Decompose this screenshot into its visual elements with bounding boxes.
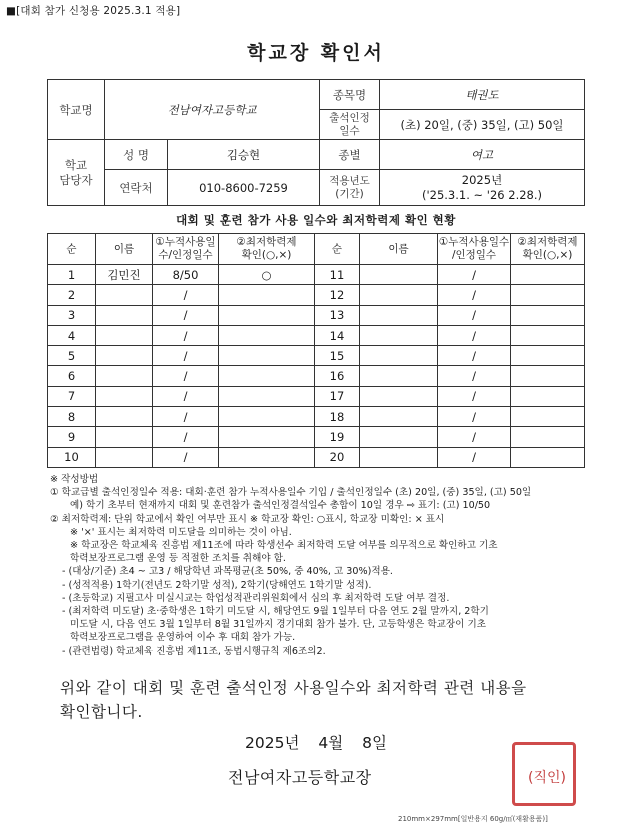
col-header: ②최저학력제 확인(○,×) xyxy=(219,234,315,265)
table-row xyxy=(48,265,585,285)
table-cell xyxy=(96,285,153,305)
days-value: (초) 20일, (중) 35일, (고) 50일 xyxy=(380,110,585,140)
table-cell: / xyxy=(153,386,219,406)
table-row xyxy=(48,447,585,467)
table-cell xyxy=(511,427,585,447)
table-cell: 1 xyxy=(48,265,96,285)
table-cell xyxy=(219,427,315,447)
table-cell: / xyxy=(438,427,511,447)
table-cell: 2 xyxy=(48,285,96,305)
table-row xyxy=(48,427,585,447)
table-cell: 3 xyxy=(48,305,96,325)
col-header: 이름 xyxy=(360,234,438,265)
table-cell xyxy=(219,285,315,305)
table-cell xyxy=(511,346,585,366)
table-cell xyxy=(96,305,153,325)
date-day: 8일 xyxy=(362,734,387,752)
table-title: 대회 및 훈련 참가 사용 일수와 최저학력제 확인 현황 xyxy=(176,213,456,227)
table-row xyxy=(48,305,585,325)
table-cell: / xyxy=(438,386,511,406)
table-cell xyxy=(219,407,315,427)
instruction-line: ※ '×' 표시는 최저학력 미도달을 의미하는 것이 아님. xyxy=(70,526,292,538)
table-cell: / xyxy=(438,346,511,366)
table-cell xyxy=(360,325,438,345)
table-cell: / xyxy=(438,366,511,386)
instruction-line: ※ 학교장은 학교체육 진흥법 제11조에 따라 학생선수 최저학력 도달 여부를 의무적으로 확인하고 기초 xyxy=(70,540,498,552)
table-cell: / xyxy=(153,346,219,366)
table-row xyxy=(48,407,585,427)
table-cell: 7 xyxy=(48,386,96,406)
table-cell xyxy=(219,305,315,325)
table-header-row xyxy=(48,234,585,265)
table-cell: 김민진 xyxy=(96,265,153,285)
seal-label: (직인) xyxy=(528,770,566,786)
table-cell xyxy=(360,346,438,366)
table-cell: 4 xyxy=(48,325,96,345)
table-cell: / xyxy=(438,447,511,467)
table-cell xyxy=(96,427,153,447)
confirmation-line-1: 위와 같이 대회 및 훈련 출석인정 사용일수와 최저학력 관련 내용을 xyxy=(60,679,527,697)
table-row xyxy=(48,285,585,305)
instruction-line: ※ 작성방법 xyxy=(50,474,99,485)
table-row xyxy=(48,346,585,366)
table-cell xyxy=(511,407,585,427)
table-cell: / xyxy=(153,427,219,447)
table-cell xyxy=(360,386,438,406)
col-header: 이름 xyxy=(96,234,153,265)
instruction-line: - (대상/기준) 초4 ~ 고3 / 해당학년 과목평균(초 50%, 중 40%, 고 30%)적용. xyxy=(62,566,393,578)
table-cell xyxy=(96,325,153,345)
instruction-line: ① 학교급별 출석인정일수 적용: 대회·훈련 참가 누적사용일수 기입 / 출석인정일수 (초) 20일, (중) 35일, (고) 50일 xyxy=(50,487,532,499)
instruction-line: - (초등학교) 지필고사 미실시교는 학업성적관리위원회에서 심의 후 최저학력 도달 여부 결정. xyxy=(62,592,450,604)
table-cell xyxy=(511,305,585,325)
table-cell: 12 xyxy=(315,285,360,305)
instruction-line: 학력보장프로그램 운영 등 적절한 조치를 취해야 함. xyxy=(70,553,286,565)
table-cell: 17 xyxy=(315,386,360,406)
col-header: ①누적사용일수 /인정일수 xyxy=(438,234,511,265)
table-cell xyxy=(360,285,438,305)
sport-value: 태권도 xyxy=(380,80,585,110)
type-label: 종별 xyxy=(320,140,380,170)
table-cell: / xyxy=(153,305,219,325)
name-value: 김승현 xyxy=(168,140,320,170)
table-cell xyxy=(219,346,315,366)
staff-label: 학교 담당자 xyxy=(48,140,105,206)
table-cell: 8/50 xyxy=(153,265,219,285)
col-header: 순 xyxy=(315,234,360,265)
col-header: ①누적사용일 수/인정일수 xyxy=(153,234,219,265)
table-cell: / xyxy=(153,447,219,467)
table-cell xyxy=(511,366,585,386)
instruction-line: - (성적적용) 1학기(전년도 2학기말 성적), 2학기(당해연도 1학기말 성적). xyxy=(62,579,372,591)
table-cell: / xyxy=(438,305,511,325)
table-row xyxy=(48,366,585,386)
instruction-line: - (최저학력 미도달) 초·중학생은 1학기 미도달 시, 해당연도 9월 1일부터 다음 연도 2월 말까지, 2학기 xyxy=(62,606,489,618)
table-cell xyxy=(219,447,315,467)
table-cell: / xyxy=(153,285,219,305)
table-cell: 14 xyxy=(315,325,360,345)
col-header: 순 xyxy=(48,234,96,265)
instruction-line: 학력보장프로그램을 운영하여 이수 후 대회 참가 가능. xyxy=(70,632,296,644)
paper-spec: 210mm×297mm[일반용지 60g/㎡(재활용품)] xyxy=(398,815,548,823)
table-cell xyxy=(511,285,585,305)
table-cell xyxy=(511,325,585,345)
table-cell xyxy=(360,407,438,427)
participation-table xyxy=(47,233,585,468)
days-label: 출석인정 일수 xyxy=(320,110,380,140)
table-cell xyxy=(96,346,153,366)
info-table xyxy=(47,79,585,206)
instruction-line: ② 최저학력제: 단위 학교에서 확인 여부만 표시 ※ 학교장 확인: ○표시, 학교장 미확인: × 표시 xyxy=(50,513,445,525)
school-name: 전남여자고등학교 xyxy=(105,80,320,140)
table-cell xyxy=(219,366,315,386)
table-cell: 9 xyxy=(48,427,96,447)
principal-signature: 전남여자고등학교장 xyxy=(228,768,372,787)
table-cell xyxy=(360,427,438,447)
year-period: ('25.3.1. ~ '26 2.28.) xyxy=(421,187,543,202)
table-cell xyxy=(511,265,585,285)
table-cell xyxy=(511,386,585,406)
type-value: 여고 xyxy=(380,140,585,170)
table-cell: ○ xyxy=(219,265,315,285)
name-label: 성 명 xyxy=(105,140,168,170)
year-label: 적용년도 (기간) xyxy=(320,170,380,206)
table-cell xyxy=(360,305,438,325)
year-value: 2025년 xyxy=(461,172,503,187)
table-row xyxy=(48,325,585,345)
school-label: 학교명 xyxy=(48,80,105,140)
page-title: 학교장 확인서 xyxy=(247,42,385,64)
col-header: ②최저학력제 확인(○,×) xyxy=(511,234,585,265)
date-month: 4월 xyxy=(318,734,344,752)
table-cell xyxy=(219,386,315,406)
sport-label: 종목명 xyxy=(320,80,380,110)
table-cell: 20 xyxy=(315,447,360,467)
table-cell xyxy=(511,447,585,467)
instruction-line: 예) 학기 초부터 현재까지 대회 및 훈련참가 출석인정결석일수 총합이 10일 경우 ⇨ 표기: (고) 10/50 xyxy=(70,500,491,512)
year-cell xyxy=(380,170,585,206)
instruction-line: - (관련법령) 학교체육 진흥법 제11조, 동법시행규칙 제6조의2. xyxy=(62,645,326,657)
table-cell xyxy=(360,265,438,285)
table-row xyxy=(48,386,585,406)
table-cell: 16 xyxy=(315,366,360,386)
table-cell xyxy=(96,447,153,467)
confirmation-line-2: 확인합니다. xyxy=(60,703,143,721)
table-cell: / xyxy=(438,407,511,427)
table-cell: 11 xyxy=(315,265,360,285)
table-cell: / xyxy=(438,285,511,305)
table-cell: / xyxy=(153,407,219,427)
table-cell xyxy=(96,386,153,406)
form-note: ■[대회 참가 신청용 2025.3.1 적용] xyxy=(6,5,181,17)
table-cell: 13 xyxy=(315,305,360,325)
table-cell: / xyxy=(438,325,511,345)
table-cell: 5 xyxy=(48,346,96,366)
table-cell: 10 xyxy=(48,447,96,467)
table-cell: 8 xyxy=(48,407,96,427)
instructions xyxy=(50,473,590,658)
table-cell xyxy=(96,366,153,386)
table-cell: 18 xyxy=(315,407,360,427)
confirmation-text xyxy=(60,676,580,724)
table-cell: 6 xyxy=(48,366,96,386)
table-cell xyxy=(360,447,438,467)
table-cell: / xyxy=(153,366,219,386)
table-cell: / xyxy=(438,265,511,285)
table-cell: 15 xyxy=(315,346,360,366)
table-cell xyxy=(360,366,438,386)
table-cell xyxy=(219,325,315,345)
date-year: 2025년 xyxy=(245,734,300,752)
table-cell: / xyxy=(153,325,219,345)
table-cell xyxy=(96,407,153,427)
contact-value: 010-8600-7259 xyxy=(168,170,320,206)
instruction-line: 미도달 시, 다음 연도 3월 1일부터 8월 31일까지 경기대회 참가 불가. 단, 고등학생은 학교장이 기초 xyxy=(70,619,486,631)
contact-label: 연락처 xyxy=(105,170,168,206)
table-cell: 19 xyxy=(315,427,360,447)
